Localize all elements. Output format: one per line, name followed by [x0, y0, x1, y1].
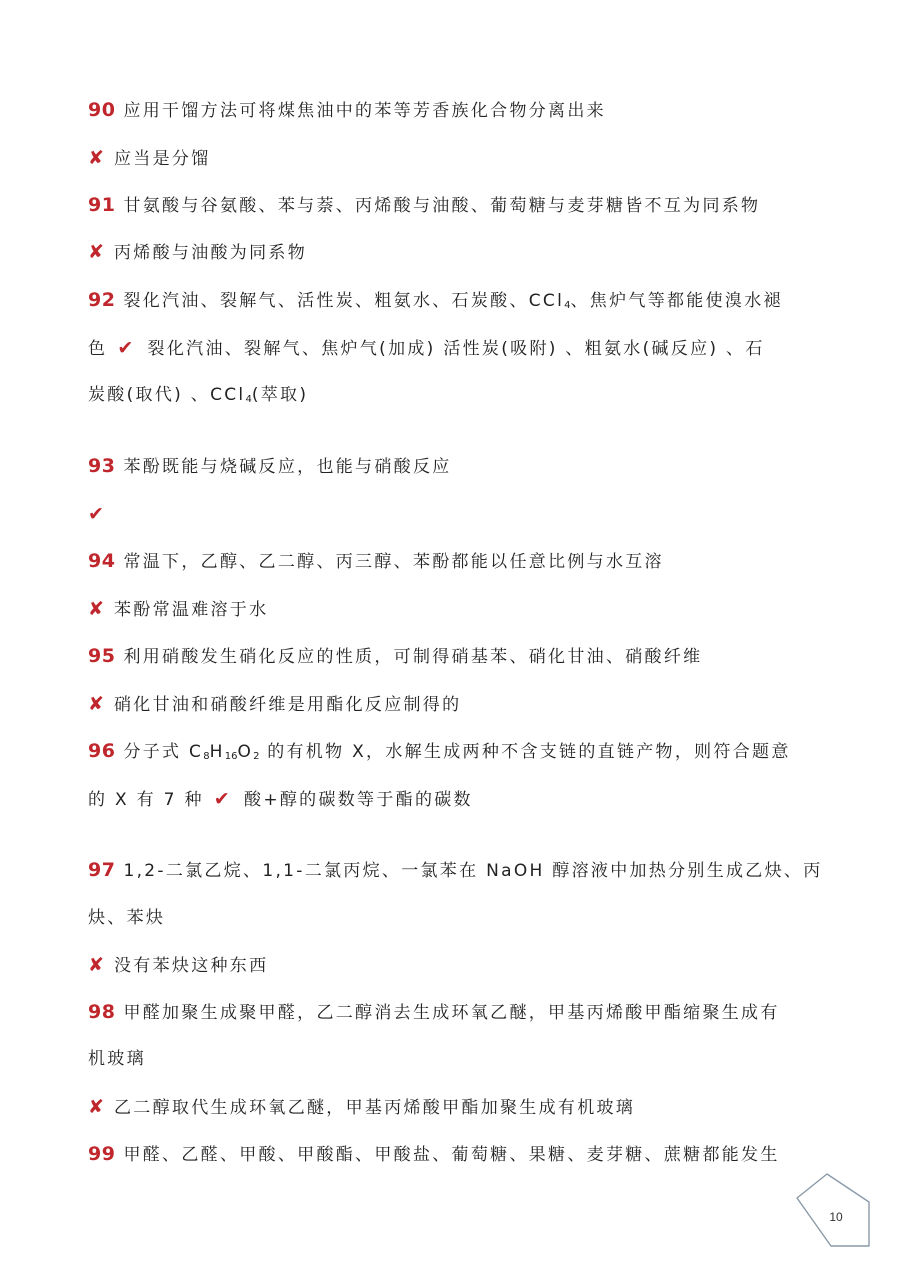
check-mark-icon: ✔	[213, 788, 233, 810]
q93-number: 93	[88, 455, 116, 477]
check-mark-icon: ✔	[88, 503, 107, 525]
wrong-mark-icon: ✘	[88, 241, 107, 263]
q98-answer	[88, 1095, 635, 1120]
q96-number: 96	[88, 740, 116, 762]
q96-h: H	[209, 742, 225, 762]
q92-note-subscript: 4	[245, 394, 252, 405]
q94-answer	[88, 597, 268, 622]
q99-statement	[88, 1142, 780, 1167]
q91-statement	[88, 193, 760, 218]
q91-text: 甘氨酸与谷氨酸、苯与萘、丙烯酸与油酸、葡萄糖与麦芽糖皆不互为同系物	[123, 196, 761, 216]
q96-text-c: 的 X 有 7 种	[88, 790, 204, 810]
q96-text-a: 分子式 C	[123, 742, 204, 762]
q90-note: 应当是分馏	[114, 149, 211, 169]
page-number: 10	[829, 1210, 843, 1224]
q98-statement	[88, 1000, 780, 1025]
q95-answer	[88, 692, 461, 717]
q93-statement	[88, 454, 452, 479]
q91-note: 丙烯酸与油酸为同系物	[114, 243, 307, 263]
q96-sub-c: 8	[203, 751, 210, 762]
q93-text: 苯酚既能与烧碱反应，也能与硝酸反应	[123, 457, 452, 477]
q99-text: 甲醛、乙醛、甲酸、甲酸酯、甲酸盐、葡萄糖、果糖、麦芽糖、蔗糖都能发生	[123, 1145, 780, 1165]
q97-note: 没有苯炔这种东西	[114, 956, 269, 976]
q92-text-a: 裂化汽油、裂解气、活性炭、粗氨水、石炭酸、CCl	[123, 291, 565, 311]
q97-text-a: 1,2-二氯乙烷、1,1-二氯丙烷、一氯苯在 NaOH 醇溶液中加热分别生成乙炔、丙	[123, 861, 823, 881]
q96-note: 酸+醇的碳数等于酯的碳数	[244, 790, 473, 810]
q93-answer	[88, 502, 114, 527]
wrong-mark-icon: ✘	[88, 954, 107, 976]
q90-number: 90	[88, 99, 116, 121]
q91-number: 91	[88, 194, 116, 216]
q92-answer	[88, 336, 765, 361]
q92-note-a: 裂化汽油、裂解气、焦炉气(加成) 活性炭(吸附) 、粗氨水(碱反应) 、石	[147, 339, 765, 359]
q96-statement	[88, 739, 791, 769]
q92-text-c: 色	[88, 339, 108, 359]
q97-text-b: 炔、苯炔	[88, 908, 166, 928]
q92-number: 92	[88, 289, 116, 311]
q92-note-c: (萃取)	[251, 385, 309, 405]
check-mark-icon: ✔	[117, 337, 136, 359]
page-number-badge	[795, 1172, 871, 1248]
q97-answer	[88, 953, 268, 978]
q92-text-b: 、焦炉气等都能使溴水褪	[570, 291, 783, 311]
q95-number: 95	[88, 645, 116, 667]
wrong-mark-icon: ✘	[88, 693, 107, 715]
q92-note-b: 炭酸(取代) 、CCl	[88, 385, 246, 405]
q96-sub-o: 2	[253, 751, 260, 762]
q98-text-b: 机玻璃	[88, 1049, 146, 1069]
q96-o: O	[237, 742, 254, 762]
q98-note: 乙二醇取代生成环氧乙醚，甲基丙烯酸甲酯加聚生成有机玻璃	[114, 1098, 636, 1118]
q98-number: 98	[88, 1001, 116, 1023]
wrong-mark-icon: ✘	[88, 1096, 107, 1118]
wrong-mark-icon: ✘	[88, 598, 107, 620]
q97-statement-cont	[88, 906, 165, 930]
q96-text-b: 的有机物 X，水解生成两种不含支链的直链产物，则符合题意	[259, 742, 791, 762]
q90-statement	[88, 98, 606, 123]
q92-statement	[88, 288, 783, 318]
q91-answer	[88, 240, 307, 265]
q90-answer	[88, 146, 211, 171]
q90-text: 应用干馏方法可将煤焦油中的苯等芳香族化合物分离出来	[123, 101, 606, 121]
q94-note: 苯酚常温难溶于水	[114, 600, 269, 620]
q95-note: 硝化甘油和硝酸纤维是用酯化反应制得的	[114, 695, 462, 715]
q97-number: 97	[88, 859, 116, 881]
q98-text-a: 甲醛加聚生成聚甲醛，乙二醇消去生成环氧乙醚，甲基丙烯酸甲酯缩聚生成有	[123, 1003, 780, 1023]
q96-sub-h: 16	[224, 751, 238, 762]
q96-answer	[88, 787, 473, 812]
q98-statement-cont	[88, 1047, 146, 1071]
q94-text: 常温下，乙醇、乙二醇、丙三醇、苯酚都能以任意比例与水互溶	[123, 552, 664, 572]
q99-number: 99	[88, 1143, 116, 1165]
q95-statement	[88, 644, 702, 669]
q92-subscript: 4	[564, 300, 571, 311]
q94-statement	[88, 549, 664, 574]
q95-text: 利用硝酸发生硝化反应的性质，可制得硝基苯、硝化甘油、硝酸纤维	[123, 647, 703, 667]
q92-answer-cont	[88, 383, 308, 412]
wrong-mark-icon: ✘	[88, 147, 107, 169]
q94-number: 94	[88, 550, 116, 572]
q97-statement	[88, 858, 823, 883]
